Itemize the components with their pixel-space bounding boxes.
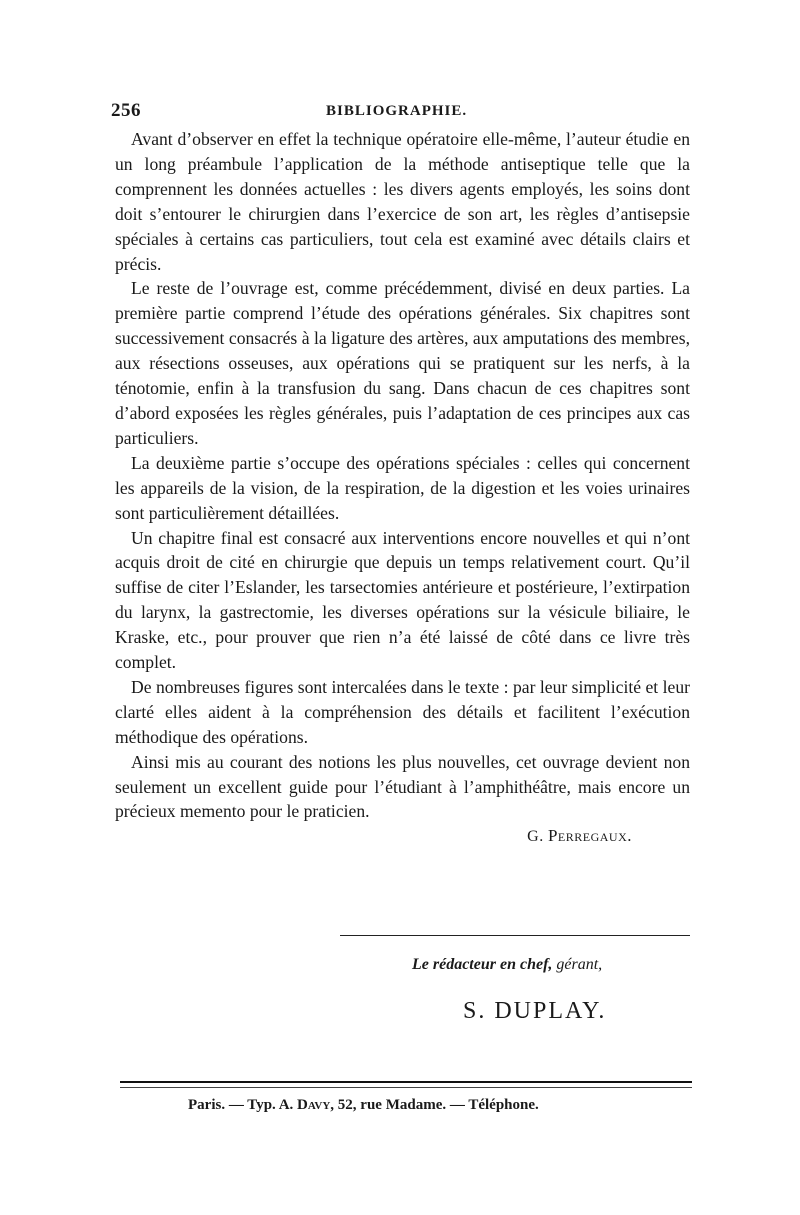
imprint-printer: Davy [297, 1097, 331, 1113]
paragraph: De nombreuses figures sont intercalées dans le texte : par leur simplicité et leur clarté elles aident à la compréhension des détails et facilitent l’exécution méthodique des opérations. [115, 676, 690, 747]
editor-credit [412, 956, 602, 974]
running-head: BIBLIOGRAPHIE. [326, 103, 468, 119]
signature-name: Perregaux. [547, 826, 632, 846]
page-header [111, 100, 691, 126]
imprint-before: Paris. — Typ. A. [188, 1097, 294, 1113]
printer-imprint [188, 1097, 539, 1114]
editor-role: Le rédacteur en chef, [412, 956, 553, 973]
paragraph: Ainsi mis au courant des notions les plus nouvelles, cet ouvrage devient non seulement un excellent guide pour l’étudiant à l’amphithéâtre, mais encore un précieux memento pour le praticien. [115, 751, 690, 822]
paragraph: Le reste de l’ouvrage est, comme précédemment, divisé en deux parties. La première partie comprend l’étude des opérations générales. Six chapitres sont successivement consacrés à la ligature des artères, aux amputations des membres, aux résections osseuses, aux opérations qui se pratiquent sur les nerfs, à la ténotomie, enfin à la transfusion du sang. Dans chacun de ces chapitres sont d’abord exposées les règles générales, puis l’adaptation de ces principes aux cas particuliers. [115, 278, 690, 448]
paragraph: Avant d’observer en effet la technique opératoire elle-même, l’auteur étudie en un long préambule l’application de la méthode antiseptique telle que la comprennent les données actuelles : les divers agents employés, les soins dont doit s’entourer le chirurgien dans l’exercice de son art, les règles d’antisepsie spéciales à certains cas particuliers, tout cela est examiné avec détails clairs et précis. [115, 129, 690, 274]
paragraph: La deuxième partie s’occupe des opérations spéciales : celles qui concernent les appareils de la vision, de la respiration, de la digestion et les voies urinaires sont particulièrement détaillées. [115, 452, 690, 523]
signature-initial: G. [527, 828, 544, 846]
imprint-rule [120, 1081, 692, 1083]
imprint-rule-thin [120, 1087, 692, 1088]
imprint-after: , 52, rue Madame. — Téléphone. [330, 1097, 539, 1113]
editor-name: S. DUPLAY. [463, 998, 607, 1024]
review-signature [115, 824, 690, 849]
review-text [115, 127, 690, 849]
editor-title: gérant, [556, 956, 603, 973]
page-number: 256 [111, 100, 141, 121]
paragraph: Un chapitre final est consacré aux interventions encore nouvelles et qui n’ont acquis droit de cité en chirurgie que depuis un temps relativement court. Qu’il suffise de citer l’Eslander, les tarsectomies antérieure et postérieure, l’extirpation du larynx, la gastrectomie, les diverses opérations sur la vésicule biliaire, le Kraske, etc., pour prouver que rien n’a été laissé de côté dans ce livre très complet. [115, 527, 690, 673]
section-divider [340, 935, 690, 936]
